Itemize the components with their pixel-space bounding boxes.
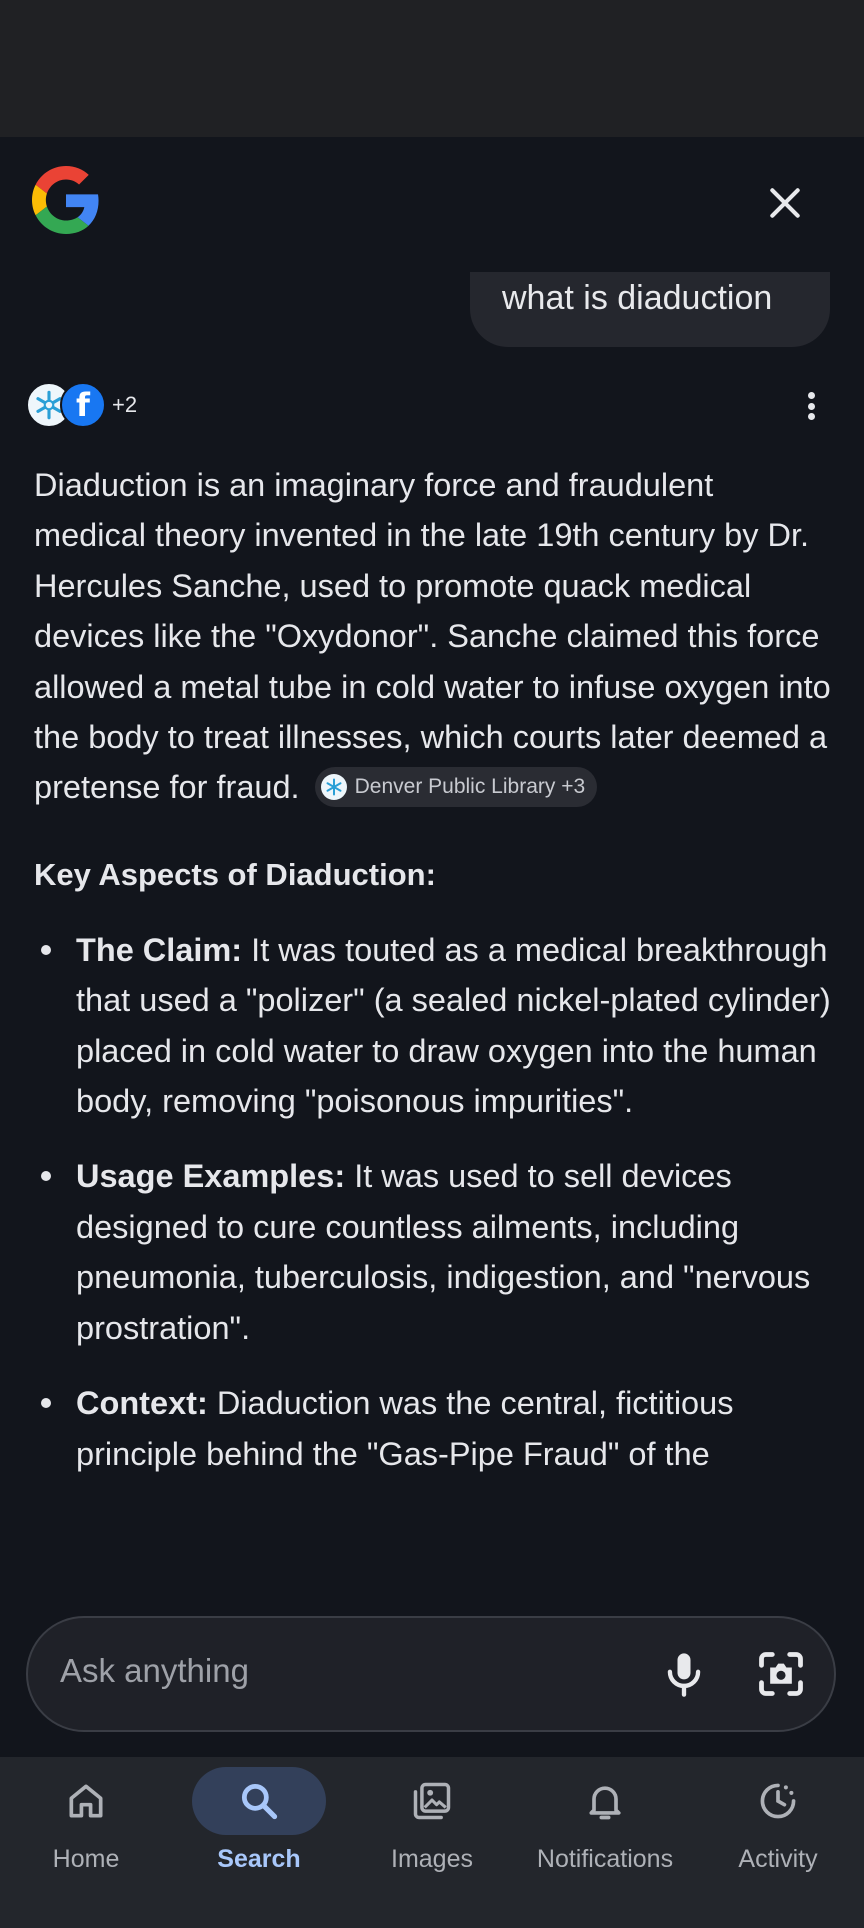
search-icon (237, 1779, 281, 1823)
images-icon (410, 1779, 454, 1823)
nav-notifications-label: Notifications (536, 1845, 674, 1873)
source-icons[interactable] (26, 383, 137, 427)
bullet-dot (41, 1398, 51, 1408)
bullet-dot (41, 1171, 51, 1181)
list-item: Context: Diaduction was the central, fictitious principle behind the "Gas-Pipe Fraud" of the (34, 1378, 834, 1479)
denver-library-icon (321, 774, 347, 800)
nav-activity[interactable] (692, 1757, 864, 1928)
facebook-source-icon: f (60, 382, 106, 428)
nav-activity-label: Activity (738, 1845, 818, 1873)
close-icon (766, 184, 804, 222)
answer-intro: Diaduction is an imaginary force and fraudulent medical theory invented in the late 19th century by Dr. Hercules Sanche, used to promote quack medical devices like the "Oxydonor". Sanche claimed this force allowed a metal tube in cold water to infuse oxygen into the body to treat illnesses, which courts later deemed a pretense for fraud. Denver Public Library +3 (34, 467, 831, 806)
more-options-icon[interactable] (796, 388, 826, 424)
section-heading: Key Aspects of Diaduction: (34, 856, 436, 892)
bell-icon (583, 1779, 627, 1823)
citation-chip-label: Denver Public Library +3 (354, 774, 586, 798)
ask-anything-input[interactable] (26, 1616, 836, 1732)
nav-notifications[interactable] (519, 1757, 691, 1928)
nav-search[interactable] (173, 1757, 345, 1928)
user-query-bubble (470, 272, 830, 347)
bullet-dot (41, 945, 51, 955)
list-item: The Claim: It was touted as a medical breakthrough that used a "polizer" (a sealed nickel-plated cylinder) placed in cold water to draw oxygen into the human body, removing "poisonous impurities". (34, 925, 834, 1127)
user-query-text: what is diaduction (502, 279, 773, 317)
home-icon (64, 1779, 108, 1823)
nav-home-label: Home (52, 1845, 120, 1873)
microphone-icon[interactable] (658, 1648, 710, 1700)
bottom-navigation (0, 1757, 864, 1928)
nav-images-label: Images (391, 1845, 473, 1873)
list-item: Usage Examples: It was used to sell devices designed to cure countless ailments, including pneumonia, tuberculosis, indigestion, and "nervous prostration". (34, 1151, 834, 1353)
nav-images[interactable] (346, 1757, 518, 1928)
key-aspects-list (34, 925, 834, 1479)
citation-chip[interactable] (315, 767, 598, 807)
google-g-logo (32, 166, 100, 234)
status-bar-area (0, 0, 864, 137)
ask-input-placeholder: Ask anything (60, 1652, 249, 1689)
ai-answer (34, 460, 834, 1504)
nav-search-label: Search (217, 1845, 301, 1873)
more-sources-count: +2 (112, 392, 138, 417)
answer-scroll-area[interactable] (0, 460, 864, 1580)
nav-home[interactable] (0, 1757, 172, 1928)
google-lens-icon[interactable] (755, 1648, 807, 1700)
activity-icon (756, 1779, 800, 1823)
close-button[interactable] (758, 176, 812, 230)
